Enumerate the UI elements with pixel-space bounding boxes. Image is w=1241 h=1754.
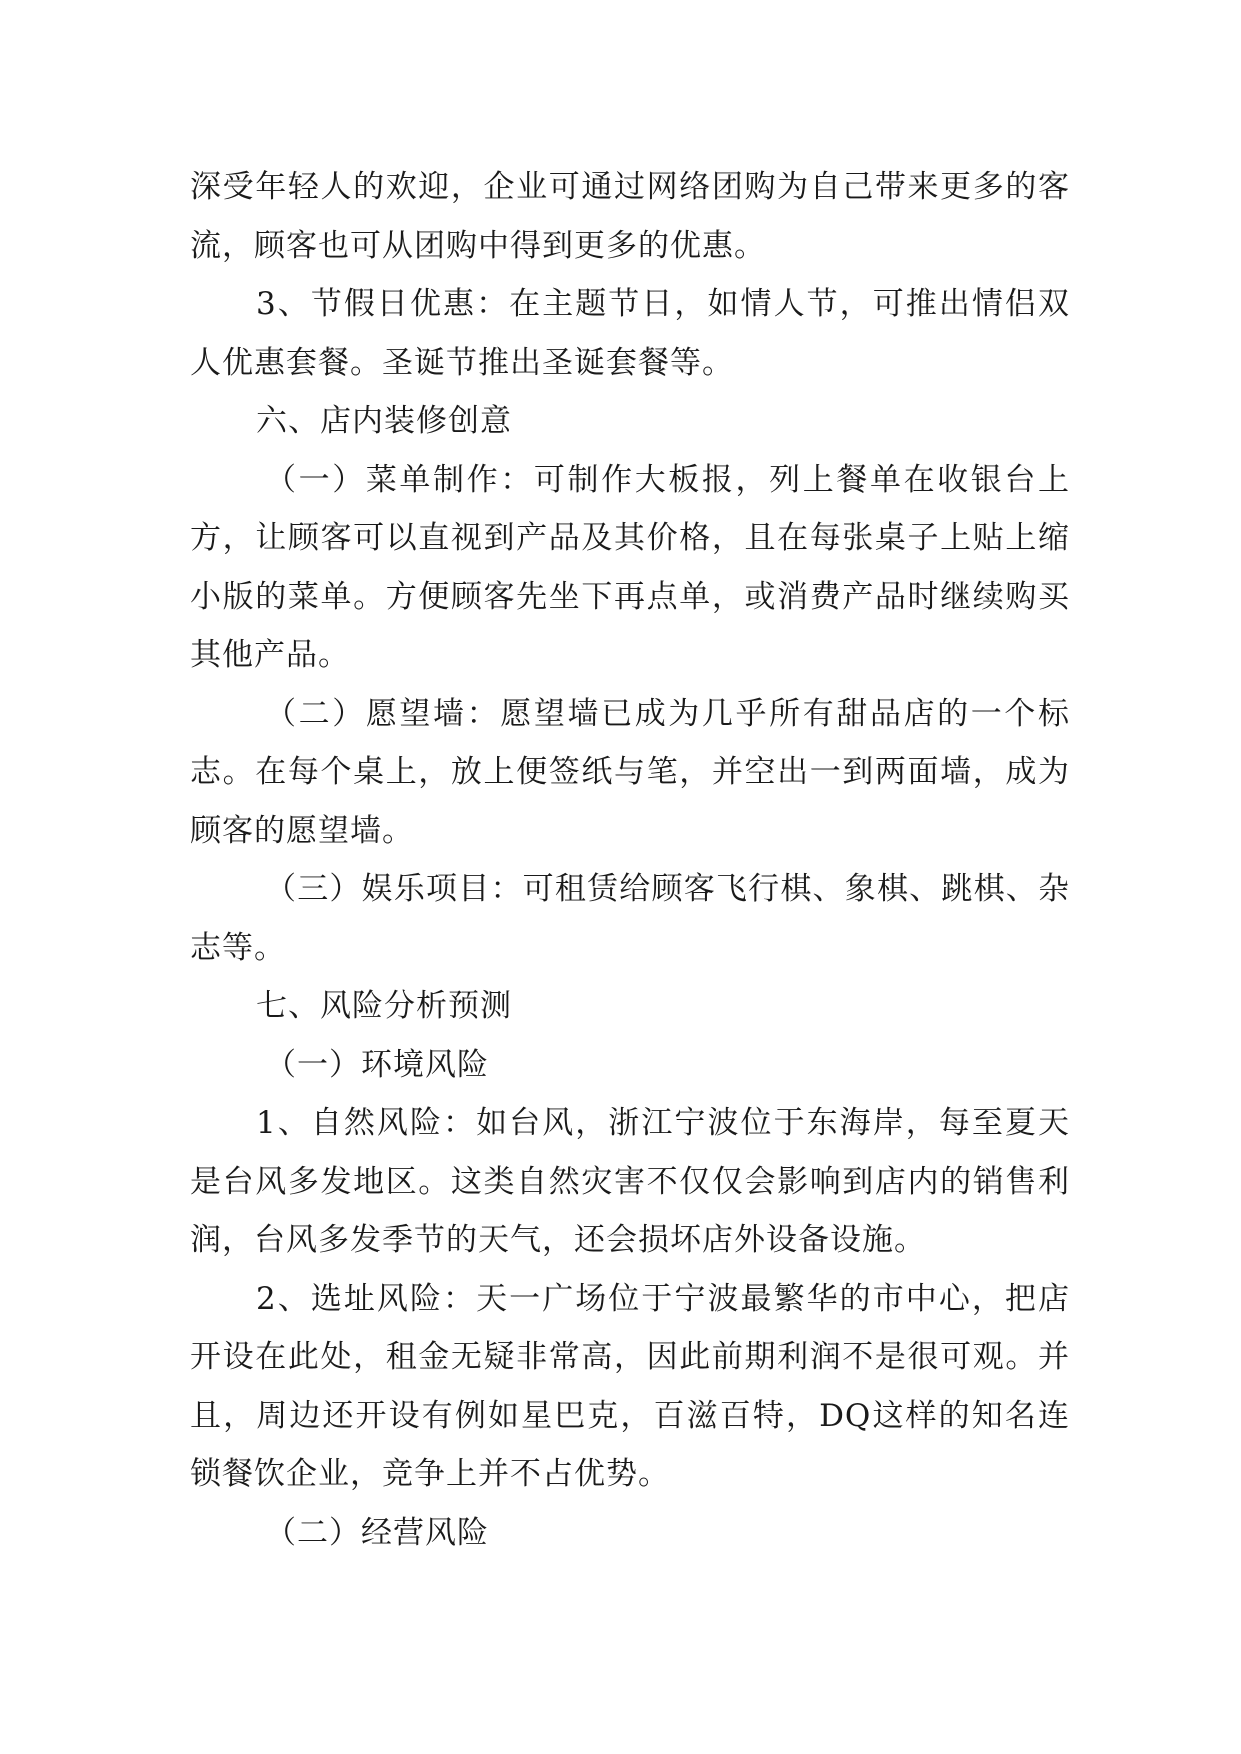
heading-environment-risk: （一）环境风险 bbox=[265, 1046, 489, 1083]
paragraph-natural-risk: 1、自然风险：如台风，浙江宁波位于东海岸，每至夏天是台风多发地区。这类自然灾害不仅仅会影响到店内的销售利润，台风多发季节的天气，还会损坏店外设备设施。 bbox=[190, 1105, 1070, 1258]
heading-store-decoration: 六、店内装修创意 bbox=[256, 403, 512, 439]
paragraph-group-buying-continued: 深受年轻人的欢迎，企业可通过网络团购为自己带来更多的客流，顾客也可从团购中得到更多的优惠。 bbox=[190, 169, 1070, 264]
paragraph-wish-wall: （二）愿望墙：愿望墙已成为几乎所有甜品店的一个标志。在每个桌上，放上便签纸与笔，并空出一到两面墙，成为顾客的愿望墙。 bbox=[190, 695, 1070, 849]
paragraph-location-risk: 2、选址风险：天一广场位于宁波最繁华的市中心，把店开设在此处，租金无疑非常高，因此前期利润不是很可观。并且，周边还开设有例如星巴克，百滋百特，DQ这样的知名连锁餐饮企业，竞争上并不占优势。 bbox=[190, 1280, 1070, 1492]
heading-risk-analysis: 七、风险分析预测 bbox=[256, 988, 512, 1024]
heading-operation-risk: （二）经营风险 bbox=[265, 1514, 489, 1551]
paragraph-entertainment: （三）娱乐项目：可租赁给顾客飞行棋、象棋、跳棋、杂志等。 bbox=[190, 871, 1070, 966]
paragraph-menu-making: （一）菜单制作：可制作大板报，列上餐单在收银台上方，让顾客可以直视到产品及其价格，且在每张桌子上贴上缩小版的菜单。方便顾客先坐下再点单，或消费产品时继续购买其他产品。 bbox=[190, 461, 1070, 673]
document-body bbox=[190, 158, 1070, 1562]
paragraph-holiday-discount: 3、节假日优惠：在主题节日，如情人节，可推出情侣双人优惠套餐。圣诞节推出圣诞套餐等。 bbox=[190, 286, 1070, 381]
